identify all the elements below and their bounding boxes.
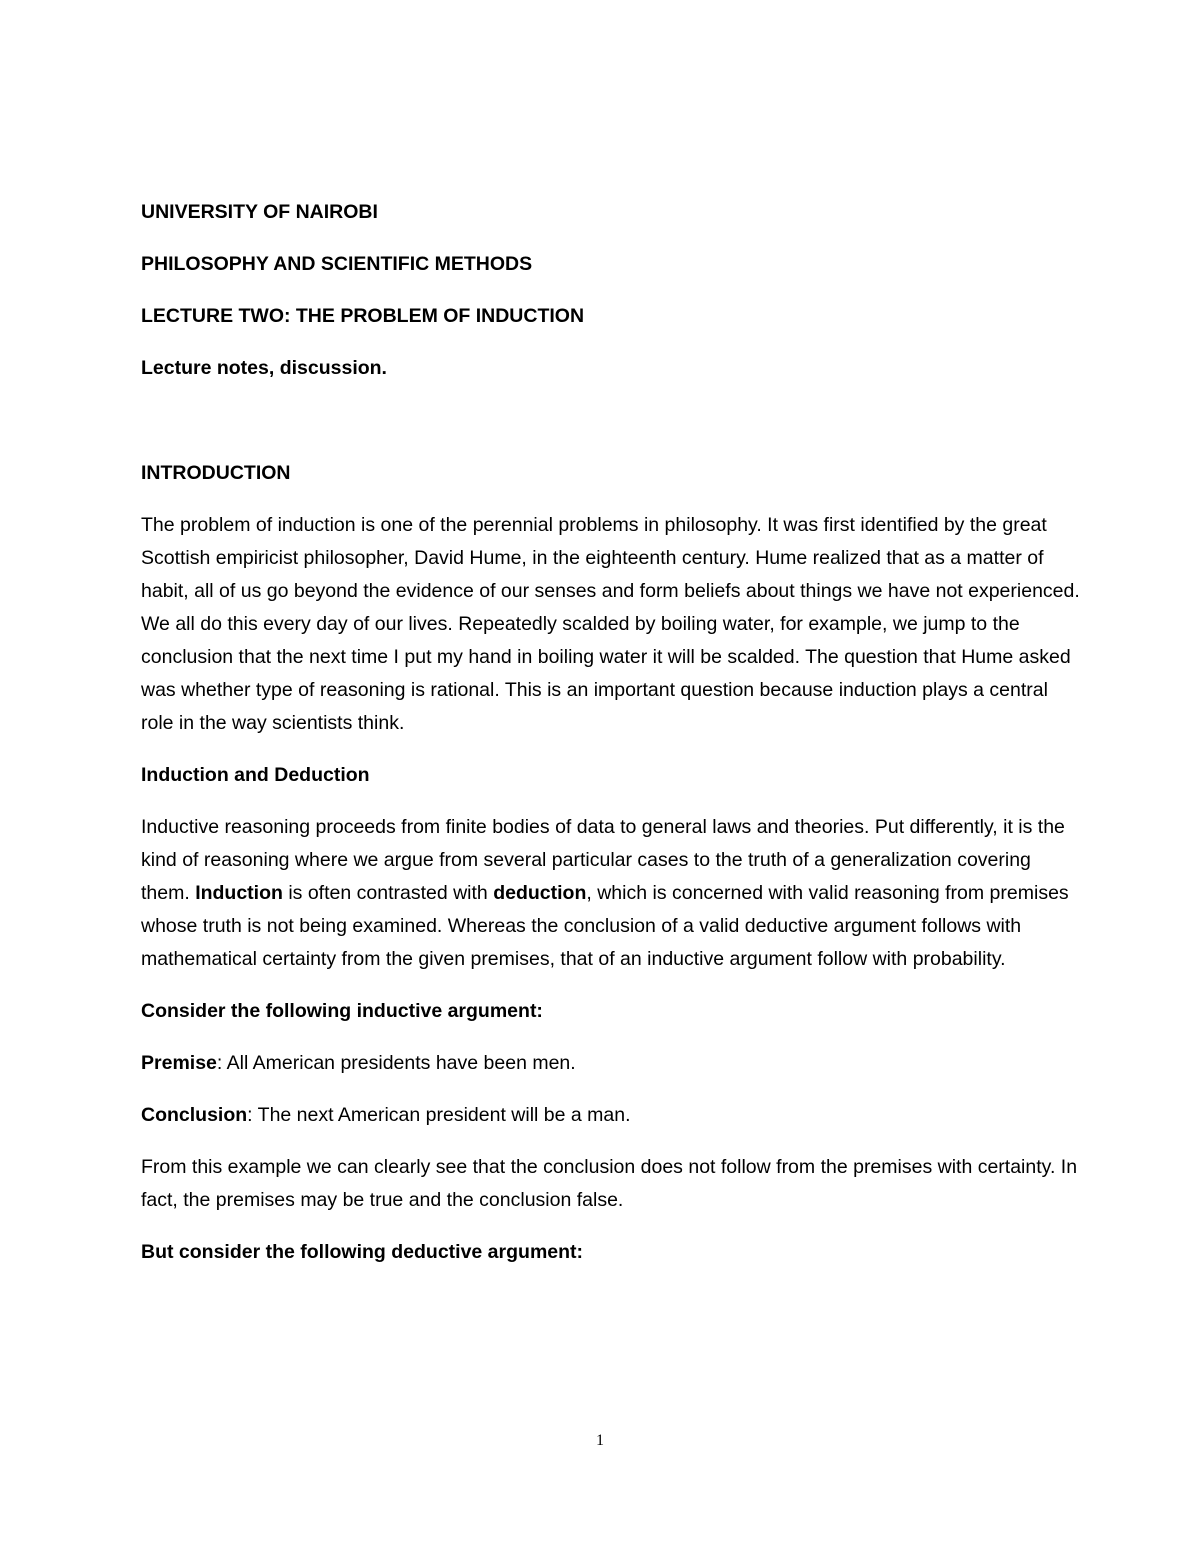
term-induction: Induction — [195, 882, 283, 904]
term-deduction: deduction — [493, 882, 587, 904]
introduction-heading: INTRODUCTION — [141, 462, 291, 484]
introduction-paragraph: The problem of induction is one of the perennial problems in philosophy. It was first identified by the great Scottish empiricist philosopher, David Hume, in the eighteenth century. Hume realized that as a matter of habit, all of us go beyond the evidence of our senses and form beliefs about things we have not experienced. We all do this every day of our lives. Repeatedly scalded by boiling water, for example, we jump to the conclusion that the next time I put my hand in boiling water it will be scalded. The question that Hume asked was whether type of reasoning is rational. This is an important question because induction plays a central role in the way scientists think. — [141, 514, 1080, 734]
induction-deduction-paragraph — [141, 811, 1081, 976]
deductive-argument-heading: But consider the following deductive argument: — [141, 1241, 584, 1263]
induction-deduction-heading: Induction and Deduction — [141, 764, 370, 786]
university-title: UNIVERSITY OF NAIROBI — [141, 201, 378, 223]
course-title: PHILOSOPHY AND SCIENTIFIC METHODS — [141, 253, 533, 275]
page-number: 1 — [596, 1432, 604, 1449]
inductive-argument-heading: Consider the following inductive argument: — [141, 1000, 543, 1022]
paragraph-text: Inductive reasoning proceeds from finite bodies of data to general laws and theories. Put differently, it is the kind of reasoning where we argue from several particular cases to the truth of a generalization covering them. — [141, 816, 1065, 904]
lecture-title: LECTURE TWO: THE PROBLEM OF INDUCTION — [141, 305, 585, 327]
premise-label: Premise — [141, 1052, 217, 1074]
premise-text: : All American presidents have been men. — [216, 1052, 576, 1074]
conclusion-line — [141, 1099, 1081, 1132]
spacer — [141, 404, 1081, 457]
paragraph-text: is often contrasted with — [282, 882, 494, 904]
premise-line — [141, 1047, 1081, 1080]
lecture-subtitle: Lecture notes, discussion. — [141, 357, 387, 379]
page-content — [141, 196, 1081, 1288]
paragraph-text: , which is concerned with valid reasoning from premises whose truth is not being examined. Whereas the conclusion of a valid deductive argument follows with mathematical certainty from the given premises, that of an inductive argument follow with probability. — [141, 882, 1069, 970]
commentary-paragraph: From this example we can clearly see that the conclusion does not follow from the premises with certainty. In fact, the premises may be true and the conclusion false. — [141, 1156, 1078, 1211]
conclusion-text: : The next American president will be a man. — [247, 1104, 631, 1126]
conclusion-label: Conclusion — [141, 1104, 248, 1126]
